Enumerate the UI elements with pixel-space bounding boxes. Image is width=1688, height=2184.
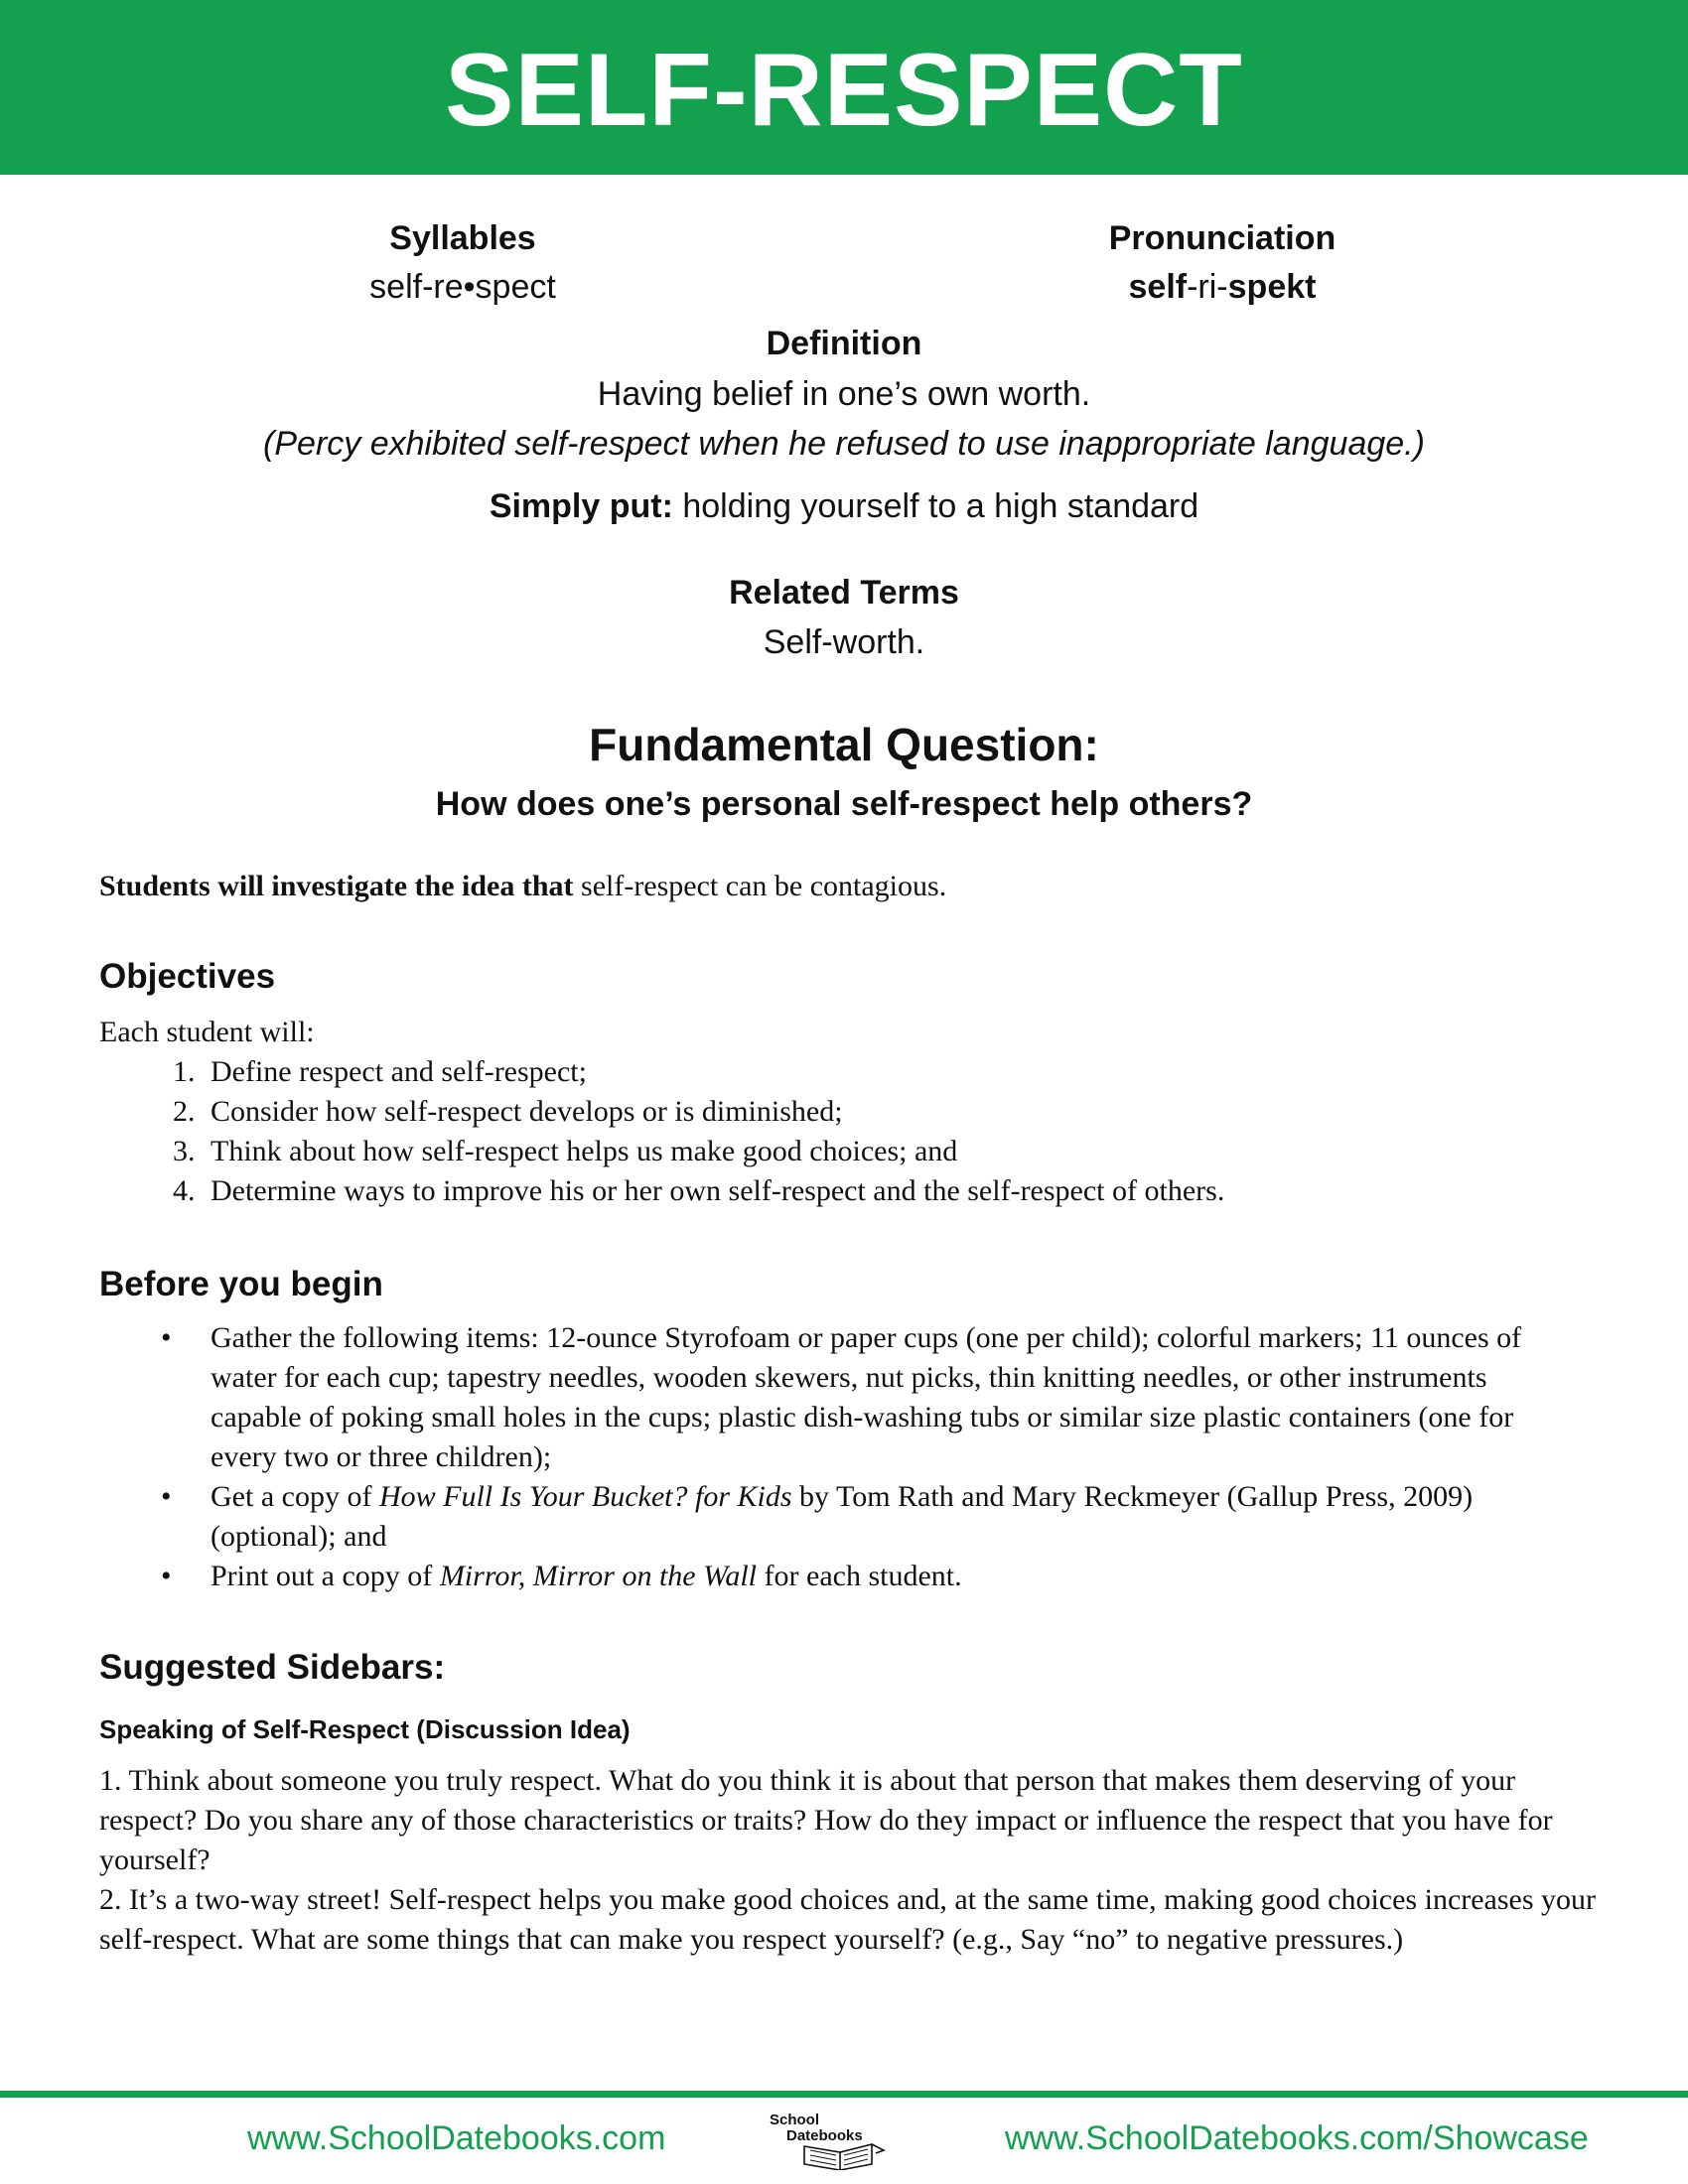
header-banner — [0, 0, 1688, 175]
sidebar-subheading: Speaking of Self-Respect (Discussion Idea) — [99, 1714, 631, 1744]
pronunciation-value — [1024, 262, 1421, 312]
materials-list — [99, 1318, 1569, 1596]
list-item — [99, 1477, 1569, 1557]
pronunciation-block — [1024, 214, 1421, 312]
investigate-rest: self-respect can be contagious. — [573, 870, 947, 902]
pronunciation-stressed-1: self — [1128, 268, 1188, 306]
simply-put-text: holding yourself to a high standard — [672, 487, 1199, 525]
school-datebooks-logo — [765, 2107, 904, 2170]
list-item — [99, 1318, 1569, 1477]
bullet-icon: • — [161, 1560, 172, 1592]
list-item — [99, 1171, 1589, 1211]
item-text: Gather the following items: 12-ounce Styrofoam or paper cups (one per child); colorful markers; 11 ounces of water for each cup; tapestry needles, wooden skewers, nut picks, thin knitting needles, or other instruments capable of poking small holes in the cups; plastic dish-washing tubs or similar size plastic containers (one for every two or three children); — [211, 1321, 1522, 1473]
before-you-begin-heading: Before you begin — [99, 1265, 383, 1303]
item-text: Define respect and self-respect; — [211, 1055, 587, 1088]
item-number: 1. — [173, 1055, 196, 1088]
handout-title: Mirror, Mirror on the Wall — [439, 1560, 758, 1592]
fundamental-question-text: How does one’s personal self-respect help others? — [435, 785, 1253, 823]
definition-text: Having belief in one’s own worth. — [597, 375, 1091, 413]
footer-divider — [0, 2091, 1688, 2098]
objectives-intro: Each student will: — [99, 1016, 315, 1048]
list-item — [99, 1557, 1569, 1596]
syllables-block — [264, 214, 661, 312]
discussion-questions — [99, 1761, 1609, 1960]
list-item — [99, 1132, 1589, 1171]
pronunciation-label: Pronunciation — [1108, 219, 1336, 257]
list-item — [99, 1052, 1589, 1092]
item-text-end: by Tom Rath and Mary Reckmeyer (Gallup Press, 2009) (optional); and — [211, 1480, 1474, 1553]
item-number: 2. — [173, 1095, 196, 1128]
related-terms-label: Related Terms — [729, 574, 959, 612]
item-text-end: for each student. — [757, 1560, 962, 1592]
item-text: Consider how self-respect develops or is diminished; — [211, 1095, 843, 1128]
item-number: 4. — [173, 1174, 196, 1207]
investigate-lead: Students will investigate the idea that — [99, 870, 574, 902]
objectives-heading: Objectives — [99, 957, 276, 996]
fundamental-question-title: Fundamental Question: — [589, 719, 1099, 770]
suggested-sidebars-heading: Suggested Sidebars: — [99, 1648, 446, 1687]
syllables-label: Syllables — [389, 219, 536, 257]
pronunciation-unstressed: -ri- — [1187, 268, 1228, 306]
logo-text-line2: Datebooks — [786, 2127, 863, 2144]
item-number: 3. — [173, 1135, 196, 1167]
datebook-icon — [804, 2144, 884, 2170]
related-terms-text: Self-worth. — [763, 623, 925, 661]
definition-example: (Percy exhibited self-respect when he refused to use inappropriate language.) — [263, 425, 1425, 463]
bullet-icon: • — [161, 1321, 172, 1354]
discussion-question-1: 1. Think about someone you truly respect. What do you think it is about that person that makes them deserving of your respect? Do you share any of those characteristics or traits? How do they impact or influence the respect that you have for yourself? — [99, 1764, 1553, 1876]
page-title: SELF-RESPECT — [445, 33, 1243, 148]
bullet-icon: • — [161, 1480, 172, 1513]
item-text-start: Print out a copy of — [211, 1560, 440, 1592]
item-text: Determine ways to improve his or her own self-respect and the self-respect of others. — [211, 1174, 1225, 1207]
item-text-start: Get a copy of — [211, 1480, 379, 1513]
footer-link-home[interactable]: www.SchoolDatebooks.com — [247, 2119, 666, 2157]
item-text: Think about how self-respect helps us make good choices; and — [211, 1135, 958, 1167]
footer-link-showcase[interactable]: www.SchoolDatebooks.com/Showcase — [1005, 2119, 1589, 2157]
simply-put-label: Simply put: — [489, 487, 673, 525]
logo-text-line1: School — [770, 2112, 820, 2128]
list-item — [99, 1092, 1589, 1132]
discussion-question-2: 2. It’s a two-way street! Self-respect helps you make good choices and, at the same time, making good choices increases your self-respect. What are some things that can make you respect yourself? (e.g., Say “no” to negative pressures.) — [99, 1883, 1597, 1956]
syllables-value: self-re•spect — [369, 268, 556, 306]
definition-label: Definition — [766, 325, 922, 362]
pronunciation-stressed-2: spekt — [1227, 268, 1317, 306]
book-title: How Full Is Your Bucket? for Kids — [378, 1480, 792, 1513]
investigate-statement — [99, 865, 1628, 908]
objectives-list — [99, 1052, 1589, 1211]
simply-put — [0, 482, 1688, 530]
